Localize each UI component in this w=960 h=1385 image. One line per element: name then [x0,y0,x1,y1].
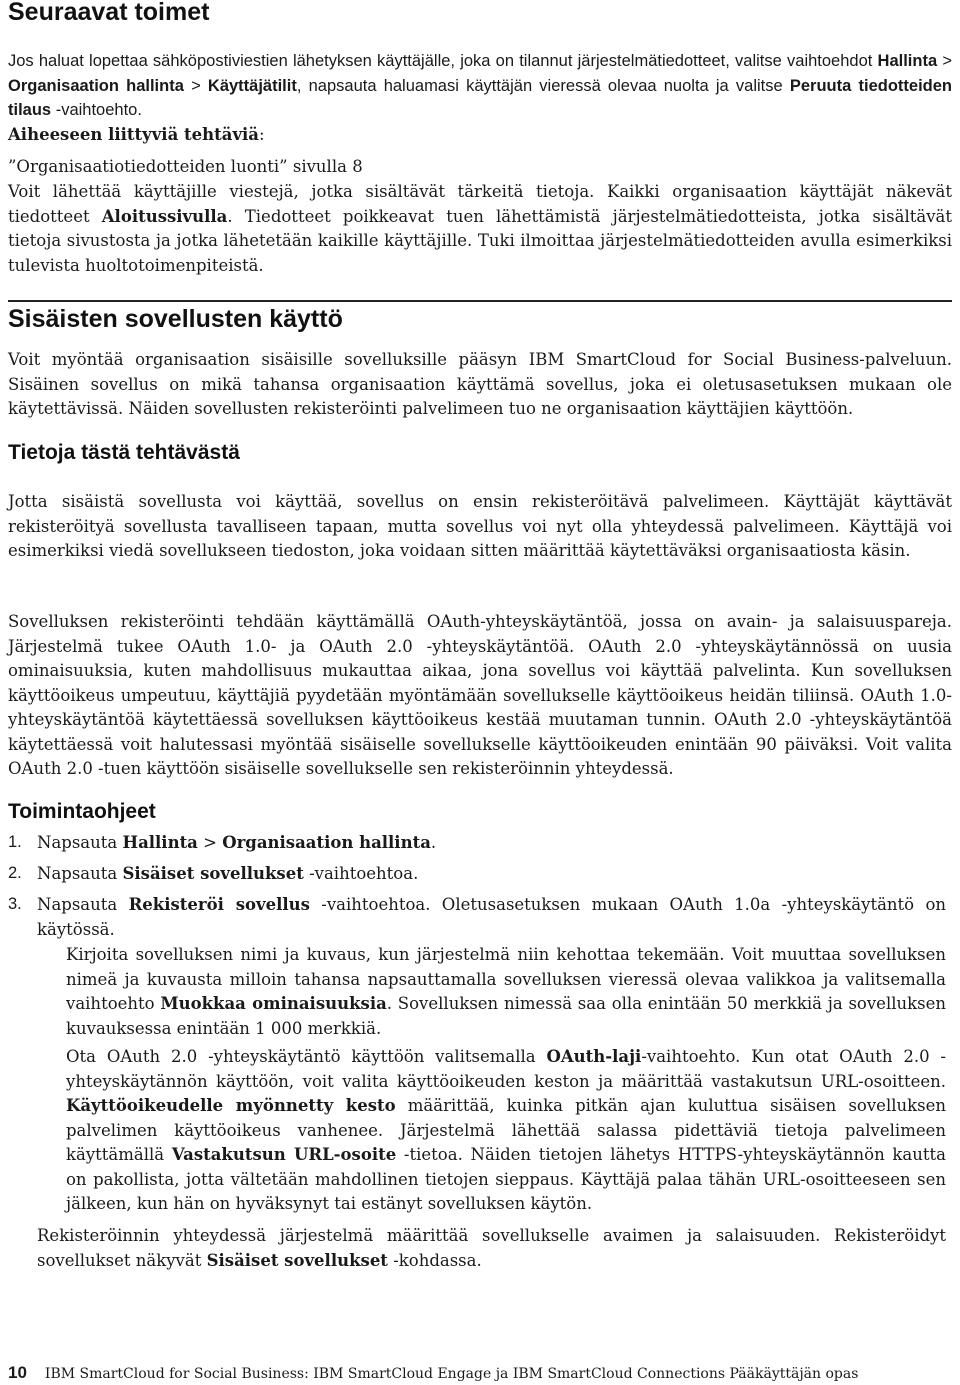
section-title-about-task: Tietoja tästä tehtävästä [8,441,240,464]
about-task-paragraph-1: Jotta sisäistä sovellusta voi käyttää, sovellus on ensin rekisteröitävä palvelimeen. Käyttäjät käyttävät rekisteröityä sovellusta tavalliseen tapaan, mutta sovellus voi nyt olla yhteydessä palvelimeen. Käyttäjä voi esimerkiksi viedä sovellukseen tiedoston, joka voidaan sitten määrittää käytettäväksi organisaatiosta käsin. [8,492,952,560]
menu-path-org-admin: Organisaation hallinta [8,76,184,95]
footer-book-title: IBM SmartCloud for Social Business: IBM SmartCloud Engage ja IBM SmartCloud Connections Pääkäyttäjän opas [44,1366,859,1382]
step-number: 1. [8,833,22,851]
page-number: 10 [8,1363,27,1382]
step-3-result: Rekisteröinnin yhteydessä järjestelmä määrittää sovellukselle avaimen ja salaisuuden. Rekisteröidyt sovellukset näkyvät Sisäiset sovellukset -kohdassa. [37,1226,946,1270]
related-task-link[interactable]: ”Organisaatiotiedotteiden luonti” sivulla 8 [8,157,363,176]
next-steps-paragraph: Jos haluat lopettaa sähköpostiviestien lähetyksen käyttäjälle, joka on tilannut järjestelmätiedotteet, valitse vaihtoehdot Hallinta > Organisaation hallinta > Käyttäjätilit, napsauta haluamasi käyttäjän vieressä olevaa nuolta ja valitse Peruuta tiedotteiden tilaus -vaihtoehto. [8,52,952,119]
related-task-description: Voit lähettää käyttäjille viestejä, jotka sisältävät tärkeitä tietoja. Kaikki organisaation käyttäjät näkevät tiedotteet Aloitussivulla. Tiedotteet poikkeavat tuen lähettämistä järjestelmätiedotteista, jotka sisältävät tietoja sivustosta ja jotka lähetetään kaikille käyttäjille. Tuki ilmoittaa järjestelmätiedotteiden avulla esimerkiksi tulevista huoltotoimenpiteistä. [8,182,952,275]
step-3-substep-oauth2: Ota OAuth 2.0 -yhteyskäytäntö käyttöön valitsemalla OAuth-laji-vaihtoehto. Kun otat OAuth 2.0 -yhteyskäytännön käyttöön, voit valita käyttöoikeuden keston ja määrittää vastakutsun URL-osoitteen. Käyttöoikeudelle myönnetty kesto määrittää, kuinka pitkän ajan kuluttua sisäisen sovelluksen palvelimen käyttöoikeus vanhenee. Järjestelmä lähettää salassa pidettäviä tietoja palvelimeen käyttämällä Vastakutsun URL-osoite -tietoa. Näiden tietojen lähetys HTTPS-yhteyskäytännön kautta on pakollista, jotta vältetään mahdollinen tietojen sieppaus. Käyttäjä palaa tähän URL-osoitteeseen sen jälkeen, kun hän on hyväksynyt tai estänyt sovelluksen käytön. [66,1047,946,1213]
internal-apps-paragraph: Voit myöntää organisaation sisäisille sovelluksille pääsyn IBM SmartCloud for Social Business-palveluun. Sisäinen sovellus on mikä tahansa organisaation käyttämä sovellus, joka ei oletusasetuksen mukaan ole käytettävissä. Näiden sovellusten rekisteröinti palvelimeen tuo ne organisaation käyttäjien käyttöön. [8,350,952,418]
menu-path-admin: Hallinta [877,52,938,70]
page-footer [8,1363,858,1383]
related-tasks-heading: Aiheeseen liittyviä tehtäviä: [8,125,265,144]
menu-path-user-accounts: Käyttäjätilit [207,76,297,95]
step-1: Napsauta Hallinta > Organisaation hallinta. [37,833,437,852]
section-title-next-steps: Seuraavat toimet [8,0,210,26]
section-divider [8,300,952,302]
step-2: Napsauta Sisäiset sovellukset -vaihtoehtoa. [37,864,419,883]
menu-option-unsubscribe: Peruuta tiedotteiden tilaus [8,76,952,119]
section-title-procedure: Toimintaohjeet [8,800,156,823]
step-3-substep-name: Kirjoita sovelluksen nimi ja kuvaus, kun järjestelmä niin kehottaa tekemään. Voit muuttaa sovelluksen nimeä ja kuvausta milloin tahansa napsauttamalla sovelluksen vieressä olevaa valikkoa ja valitsemalla vaihtoehto Muokkaa ominaisuuksia. Sovelluksen nimessä saa olla enintään 50 merkkiä ja sovelluksen kuvauksessa enintään 1 000 merkkiä. [66,945,946,1038]
step-number: 3. [8,895,22,913]
step-3: Napsauta Rekisteröi sovellus -vaihtoehtoa. Oletusasetuksen mukaan OAuth 1.0a -yhteyskäytäntö on käytössä. [37,895,947,939]
about-task-paragraph-2: Sovelluksen rekisteröinti tehdään käyttämällä OAuth-yhteyskäytäntöä, jossa on avain- ja salaisuuspareja. Järjestelmä tukee OAuth 1.0- ja OAuth 2.0 -yhteyskäytäntöä. OAuth 2.0 -yhteyskäytännössä on uusia ominaisuuksia, kuten mahdollisuus mukauttaa aikaa, jona sovellus voi käyttää palvelinta. Kun sovelluksen käyttöoikeus umpeutuu, käyttäjiä pyydetään myöntämään sovellukselle käyttöoikeus heidän tiliinsä. OAuth 1.0-yhteyskäytäntöä käytettäessä sovelluksen käyttöoikeus kestää muutaman tunnin. OAuth 2.0 -yhteyskäytäntöä käytettäessä voit halutessasi myöntää sisäiselle sovellukselle käyttöoikeuden enintään 90 päiväksi. Voit valita OAuth 2.0 -tuen käyttöön sisäiselle sovellukselle sen rekisteröinnin yhteydessä. [8,612,952,778]
step-number: 2. [8,864,22,882]
section-title-internal-apps: Sisäisten sovellusten käyttö [8,305,343,333]
